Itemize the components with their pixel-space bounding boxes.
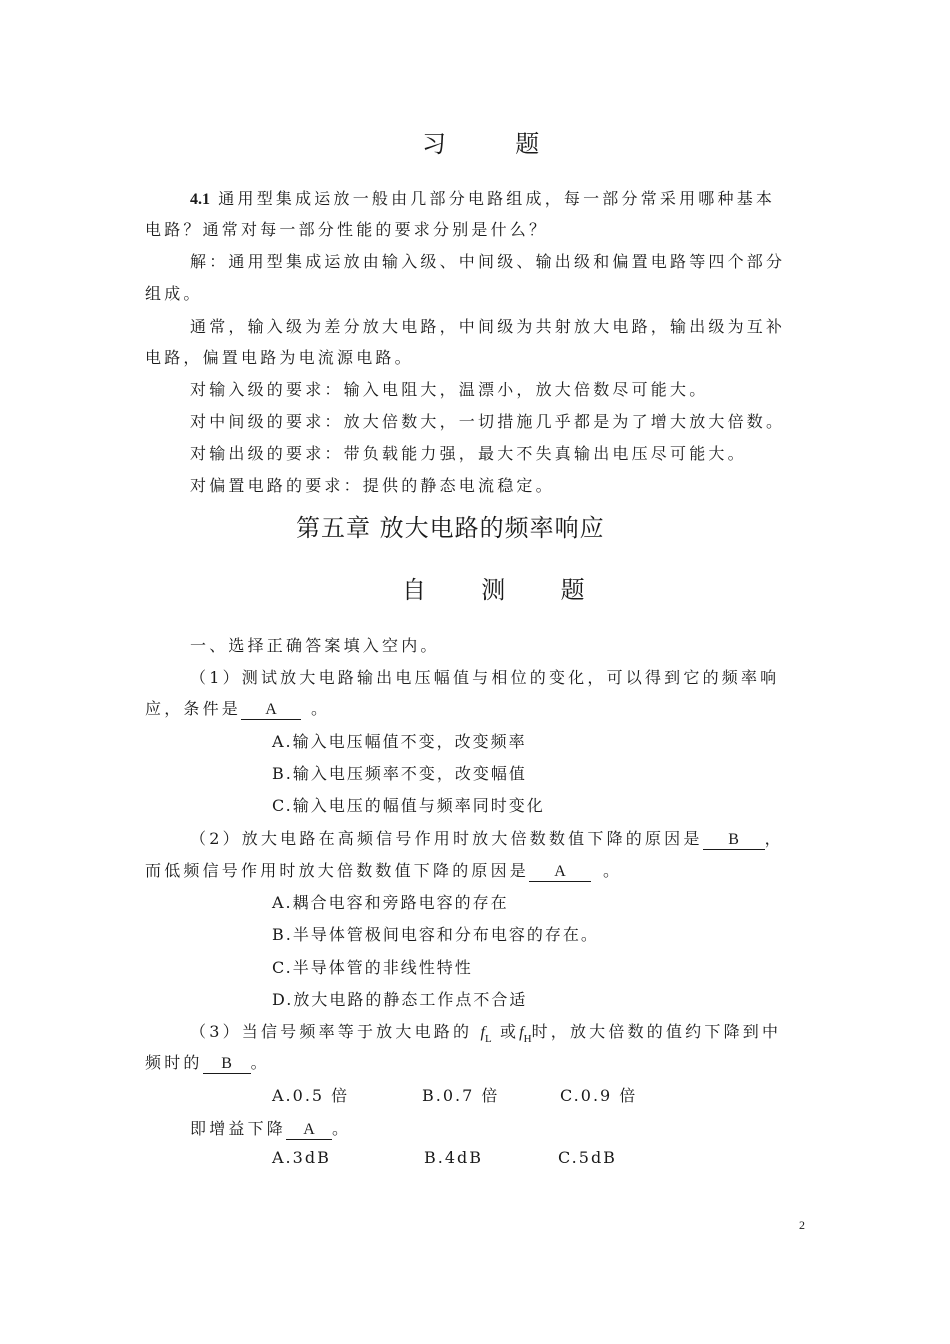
req-middle-stage: 对中间级的要求：放大倍数大，一切措施几乎都是为了增大放大倍数。 — [190, 412, 786, 431]
q3b-end: 。 — [332, 1119, 352, 1138]
exercises-heading — [422, 124, 541, 159]
q1-end: 。 — [311, 699, 331, 718]
q3b-option-b: B.4dB — [424, 1148, 484, 1167]
f-low-symbol — [480, 1024, 492, 1045]
q3-end: 。 — [250, 1053, 270, 1072]
req-input-stage: 对输入级的要求：输入电阻大，温漂小，放大倍数尽可能大。 — [190, 380, 709, 399]
f-high-symbol — [519, 1024, 532, 1045]
q3-text-post: 时，放大倍数的值约下降到中 — [531, 1022, 782, 1041]
q2-text: 而低频信号作用时放大倍数数值下降的原因是 — [145, 861, 530, 880]
q2-end: 。 — [603, 861, 623, 880]
q3-text: （3）当信号频率等于放大电路的 — [190, 1022, 473, 1041]
heading-char: 题 — [560, 576, 587, 604]
req-output-stage: 对输出级的要求：带负载能力强，最大不失真输出电压尽可能大。 — [190, 444, 747, 463]
answer-line3: 通常，输入级为差分放大电路，中间级为共射放大电路，输出级为互补 — [190, 317, 786, 336]
q3-line1 — [190, 1019, 782, 1045]
q1-line2 — [145, 696, 330, 720]
q2-line2 — [145, 858, 622, 882]
subscript-l: L — [484, 1033, 492, 1045]
q2-answer-blank-2: A — [529, 863, 591, 882]
question-4-1-line2: 电路？通常对每一部分性能的要求分别是什么？ — [145, 220, 549, 239]
q3-answer-blank: B — [203, 1055, 251, 1074]
heading-char: 测 — [481, 576, 508, 604]
q3-option-a: A.0.5 倍 — [272, 1086, 350, 1105]
q2-option-c: C.半导体管的非线性特性 — [272, 958, 473, 977]
q2-comma: ， — [764, 829, 784, 848]
q2-option-a: A.耦合电容和旁路电容的存在 — [272, 893, 509, 912]
f-symbol: f — [480, 1024, 485, 1041]
q3-text: 频时的 — [145, 1053, 203, 1072]
q3-option-c: C.0.9 倍 — [560, 1086, 638, 1105]
q2-option-d: D.放大电路的静态工作点不合适 — [272, 990, 528, 1009]
self-test-heading — [402, 570, 587, 605]
heading-char: 自 — [402, 576, 428, 604]
question-text: 通用型集成运放一般由几部分电路组成，每一部分常采用哪种基本 — [218, 189, 776, 208]
q1-answer-blank: A — [241, 701, 301, 720]
q1-option-b: B.输入电压频率不变，改变幅值 — [272, 764, 527, 783]
subscript-h: H — [523, 1033, 532, 1045]
req-bias-circuit: 对偏置电路的要求：提供的静态电流稳定。 — [190, 476, 555, 495]
q1-line1: （1）测试放大电路输出电压幅值与相位的变化，可以得到它的频率响 — [190, 668, 780, 687]
heading-char: 题 — [515, 130, 542, 158]
part1-instruction: 一、选择正确答案填入空内。 — [190, 636, 440, 655]
q3-option-b: B.0.7 倍 — [422, 1086, 500, 1105]
answer-line4: 电路，偏置电路为电流源电路。 — [145, 348, 414, 367]
q3b-option-c: C.5dB — [558, 1148, 617, 1167]
question-4-1-line1 — [190, 186, 775, 209]
q1-text: 应，条件是 — [145, 699, 242, 718]
q3b-option-a: A.3dB — [272, 1148, 331, 1167]
f-symbol: f — [519, 1024, 524, 1041]
answer-line2: 组成。 — [145, 284, 203, 303]
q3b-answer-blank: A — [286, 1121, 332, 1140]
q2-line1 — [190, 826, 784, 850]
q1-option-a: A.输入电压幅值不变，改变频率 — [272, 732, 527, 751]
chapter-title: 第五章 放大电路的频率响应 — [296, 514, 605, 542]
question-number: 4.1 — [190, 191, 210, 208]
q1-option-c: C.输入电压的幅值与频率同时变化 — [272, 796, 545, 815]
q2-option-b: B.半导体管极间电容和分布电容的存在。 — [272, 925, 599, 944]
page-number: 2 — [799, 1218, 805, 1232]
q2-text: （2）放大电路在高频信号作用时放大倍数数值下降的原因是 — [190, 829, 703, 848]
answer-line1: 解：通用型集成运放由输入级、中间级、输出级和偏置电路等四个部分 — [190, 252, 786, 271]
heading-char: 习 — [422, 130, 448, 158]
q3-line2 — [145, 1050, 270, 1074]
q3b-text: 即增益下降 — [190, 1119, 287, 1138]
q3-or: 或 — [499, 1022, 520, 1041]
q2-answer-blank-1: B — [703, 831, 765, 850]
q3b-line — [190, 1116, 351, 1140]
